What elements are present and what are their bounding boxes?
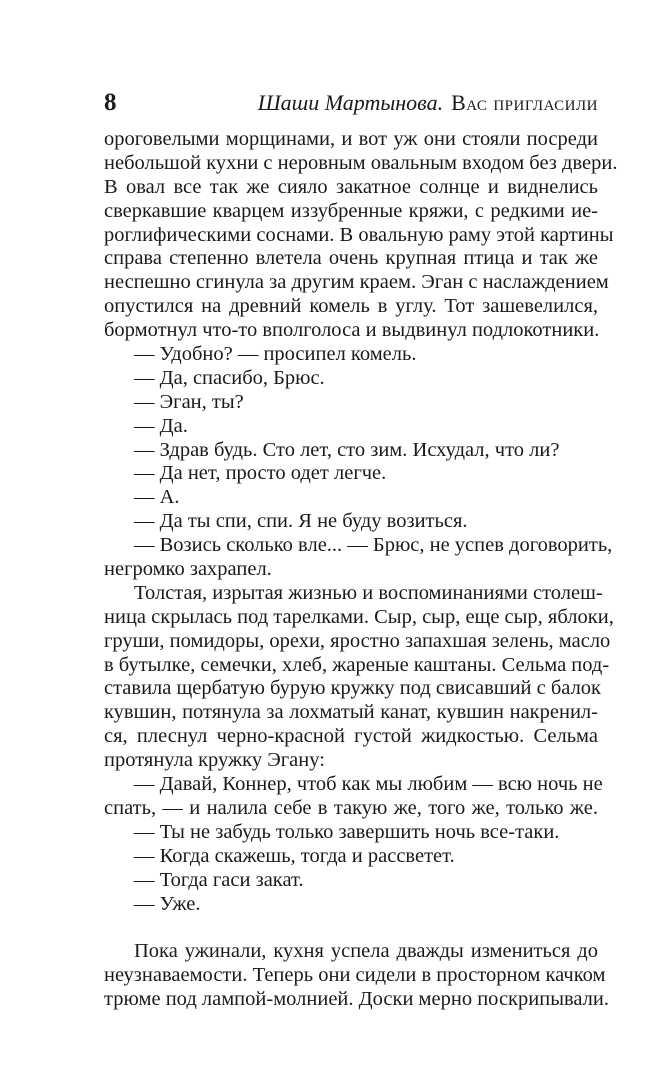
text-line: опустился на древний комель в углу. Тот зашевелился,	[104, 295, 598, 318]
text-line: в бутылке, семечки, хлеб, жареные каштаны. Сельма под-	[104, 653, 610, 676]
dialogue-line: — Удобно? — просипел комель.	[134, 343, 417, 366]
text-line: небольшой кухни с неровным овальным входом без двери.	[104, 151, 618, 174]
running-head-title: Вас пригласили	[451, 90, 598, 115]
text-line: груши, помидоры, орехи, яростно запахшая зелень, масло	[104, 629, 611, 652]
text-line: ставила щербатую бурую кружку под свисавший с балок	[104, 677, 602, 700]
body-text	[104, 128, 618, 1012]
page-header	[104, 88, 598, 118]
dialogue-line: — Эган, ты?	[134, 390, 244, 413]
text-line: ся, плеснул черно-красной густой жидкостью. Сельма	[104, 725, 598, 748]
text-line: неспешно сгинула за другим краем. Эган с наслаждением	[104, 271, 609, 294]
text-line: неузнаваемости. Теперь они сидели в просторном качком	[104, 964, 606, 987]
text-line: ороговелыми морщинами, и вот уж они стояли посреди	[104, 128, 598, 150]
running-head-author: Шаши Мартынова.	[257, 90, 444, 115]
dialogue-line: — Уже.	[134, 892, 201, 915]
running-head	[258, 88, 598, 118]
dialogue-line: — Да ты спи, спи. Я не буду возиться.	[134, 510, 468, 533]
page-number: 8	[104, 89, 117, 116]
text-line: спать, — и налила себе в такую же, того же, только же.	[104, 796, 598, 819]
dialogue-line: — Давай, Коннер, чтоб как мы любим — всю ночь не	[134, 773, 603, 796]
paragraph-first-line: Толстая, изрытая жизнью и воспоминаниями столеш-	[134, 581, 603, 604]
dialogue-line: — Тогда гаси закат.	[134, 868, 304, 891]
dialogue-line: — Да.	[134, 414, 188, 437]
dialogue-line: — Когда скажешь, тогда и рассветет.	[134, 844, 455, 867]
paragraph-first-line: Пока ужинали, кухня успела дважды измениться до	[134, 940, 598, 963]
text-line: ница скрылась под тарелками. Сыр, сыр, еще сыр, яблоки,	[104, 605, 614, 628]
text-line: сверкавшие кварцем иззубренные кряжи, с редкими ие-	[104, 199, 598, 222]
text-line: протянула кружку Эгану:	[104, 749, 325, 772]
dialogue-line: — А.	[134, 486, 180, 509]
text-line: роглифическими соснами. В овальную раму этой картины	[104, 223, 614, 246]
text-line: трюме под лампой-молнией. Доски мерно поскрипывали.	[104, 988, 609, 1011]
dialogue-line: — Ты не забудь только завершить ночь все-таки.	[134, 820, 560, 843]
dialogue-line: — Да, спасибо, Брюс.	[134, 366, 325, 389]
dialogue-line: — Возись сколько вле... — Брюс, не успев договорить,	[134, 534, 613, 557]
dialogue-line: — Здрав будь. Сто лет, сто зим. Исхудал, что ли?	[134, 438, 560, 461]
section-break	[104, 916, 598, 940]
text-line: негромко захрапел.	[104, 558, 272, 581]
text-line: кувшин, потянула за лохматый канат, кувшин накренил-	[104, 701, 598, 724]
text-line: бормотнул что-то вполголоса и выдвинул подлокотники.	[104, 319, 600, 342]
text-line: справа степенно влетела очень крупная птица и так же	[104, 247, 598, 270]
text-line: В овал все так же сияло закатное солнце и виднелись	[104, 175, 598, 198]
dialogue-line: — Да нет, просто одет легче.	[134, 462, 387, 485]
